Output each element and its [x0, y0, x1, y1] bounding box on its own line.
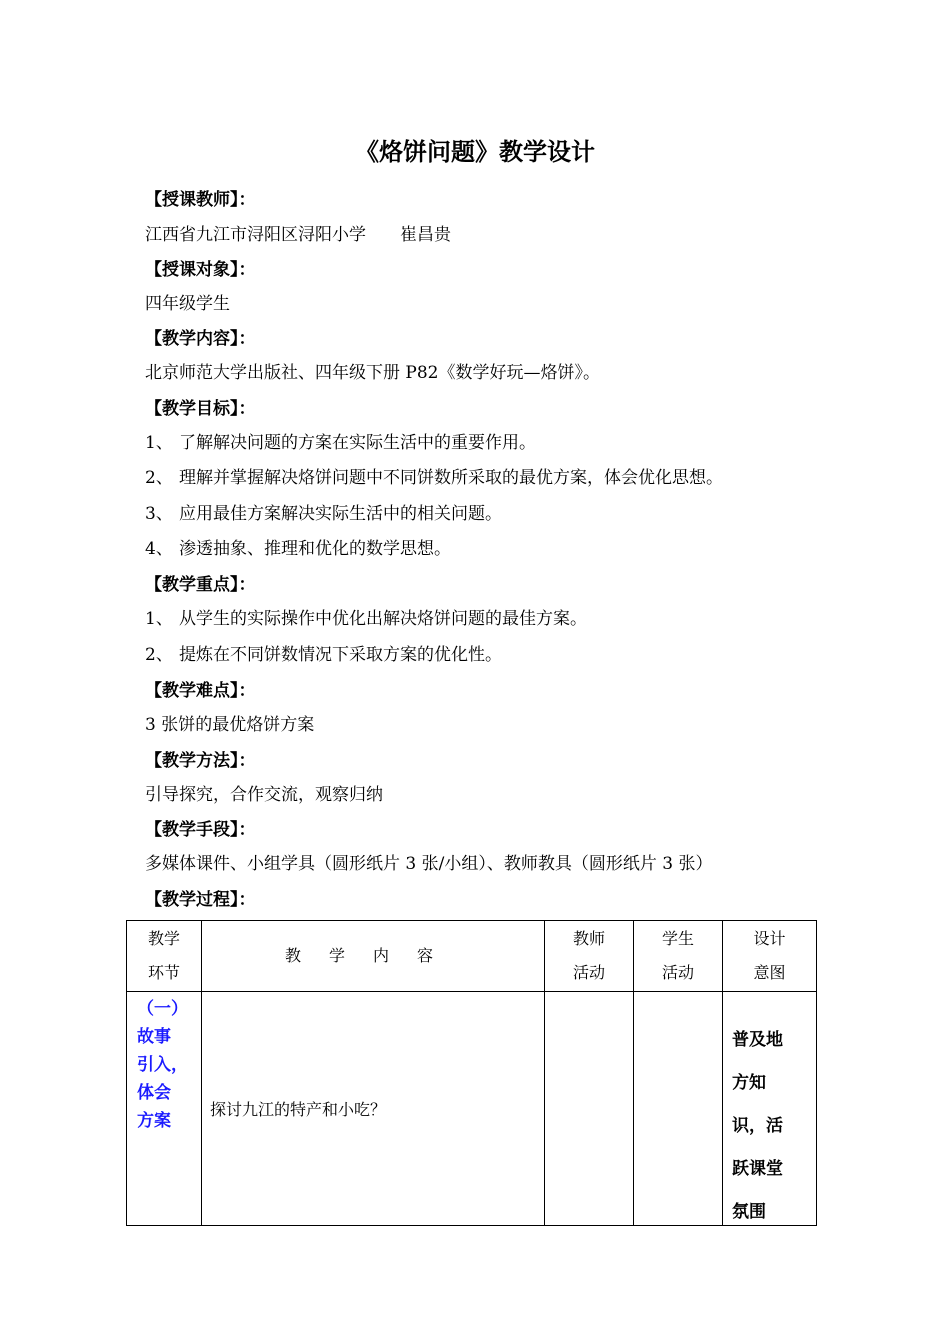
- stage-line: 体会: [137, 1083, 171, 1103]
- header-teacher: [545, 921, 634, 992]
- content-text: 北京师范大学出版社、四年级下册 P82《数学好玩—烙饼》。: [145, 363, 600, 383]
- goal-number: 2、: [145, 468, 173, 488]
- heading-means: 【教学手段】：: [145, 820, 256, 840]
- intent-line: 方知: [732, 1073, 766, 1093]
- audience-text: 四年级学生: [145, 294, 230, 314]
- intent-cell: [723, 992, 817, 1226]
- goal-text: 理解并掌握解决烙饼问题中不同饼数所采取的最优方案，体会优化思想。: [179, 468, 723, 488]
- goal-number: 4、: [145, 539, 173, 559]
- header-student-line: 学生: [661, 929, 694, 948]
- goal-number: 1、: [145, 433, 173, 453]
- stage-line: 引入，: [137, 1055, 188, 1075]
- goal-text: 了解解决问题的方案在实际生活中的重要作用。: [179, 433, 536, 453]
- header-student: [634, 921, 723, 992]
- goal-number: 3、: [145, 504, 173, 524]
- heading-method: 【教学方法】：: [145, 751, 256, 771]
- teacher-text: 江西省九江市浔阳区浔阳小学 崔昌贵: [145, 225, 451, 245]
- intent-line: 氛围: [732, 1202, 766, 1222]
- table-row: [127, 992, 817, 1226]
- keypoint-text: 从学生的实际操作中优化出解决烙饼问题的最佳方案。: [179, 609, 587, 629]
- header-intent: [723, 921, 817, 992]
- stage-line: （一）: [137, 999, 188, 1019]
- page-title: 《烙饼问题》教学设计: [355, 138, 595, 166]
- goal-text: 渗透抽象、推理和优化的数学思想。: [179, 539, 451, 559]
- keypoint-item: [145, 608, 587, 630]
- table-header-row: [127, 921, 817, 992]
- header-content-label: 教学内容: [284, 946, 461, 965]
- heading-keypoints: 【教学重点】：: [145, 575, 256, 595]
- method-text: 引导探究，合作交流，观察归纳: [145, 785, 383, 805]
- heading-content: 【教学内容】：: [145, 329, 256, 349]
- header-content: [202, 921, 545, 992]
- process-table: [126, 920, 817, 1226]
- content-cell: 探讨九江的特产和小吃？: [202, 992, 545, 1226]
- header-stage-line: 教学: [147, 929, 180, 948]
- header-stage: [127, 921, 202, 992]
- goal-text: 应用最佳方案解决实际生活中的相关问题。: [179, 504, 502, 524]
- heading-difficulty: 【教学难点】：: [145, 681, 256, 701]
- keypoint-item: [145, 644, 502, 666]
- header-teacher-line: 活动: [572, 963, 605, 982]
- stage-cell: [127, 992, 202, 1226]
- header-stage-line: 环节: [147, 963, 180, 982]
- header-student-line: 活动: [661, 963, 694, 982]
- keypoint-number: 1、: [145, 609, 173, 629]
- goal-item: [145, 538, 451, 560]
- heading-teacher: 【授课教师】：: [145, 190, 256, 210]
- header-intent-line: 意图: [753, 963, 786, 982]
- heading-process: 【教学过程】：: [145, 890, 256, 910]
- intent-line: 跃课堂: [732, 1159, 783, 1179]
- intent-line: 普及地: [732, 1030, 783, 1050]
- student-activity-cell: [634, 992, 723, 1226]
- keypoint-text: 提炼在不同饼数情况下采取方案的优化性。: [179, 645, 502, 665]
- intent-line: 识，活: [732, 1116, 783, 1136]
- teacher-activity-cell: [545, 992, 634, 1226]
- goal-item: [145, 432, 536, 454]
- difficulty-text: 3 张饼的最优烙饼方案: [145, 715, 315, 735]
- goal-item: [145, 503, 502, 525]
- stage-line: 方案: [137, 1111, 171, 1131]
- goal-item: [145, 467, 723, 489]
- heading-goals: 【教学目标】：: [145, 399, 256, 419]
- header-teacher-line: 教师: [572, 929, 605, 948]
- means-text: 多媒体课件、小组学具（圆形纸片 3 张/小组）、教师教具（圆形纸片 3 张）: [145, 854, 713, 874]
- stage-line: 故事: [137, 1027, 171, 1047]
- heading-audience: 【授课对象】：: [145, 260, 256, 280]
- keypoint-number: 2、: [145, 645, 173, 665]
- header-intent-line: 设计: [753, 929, 786, 948]
